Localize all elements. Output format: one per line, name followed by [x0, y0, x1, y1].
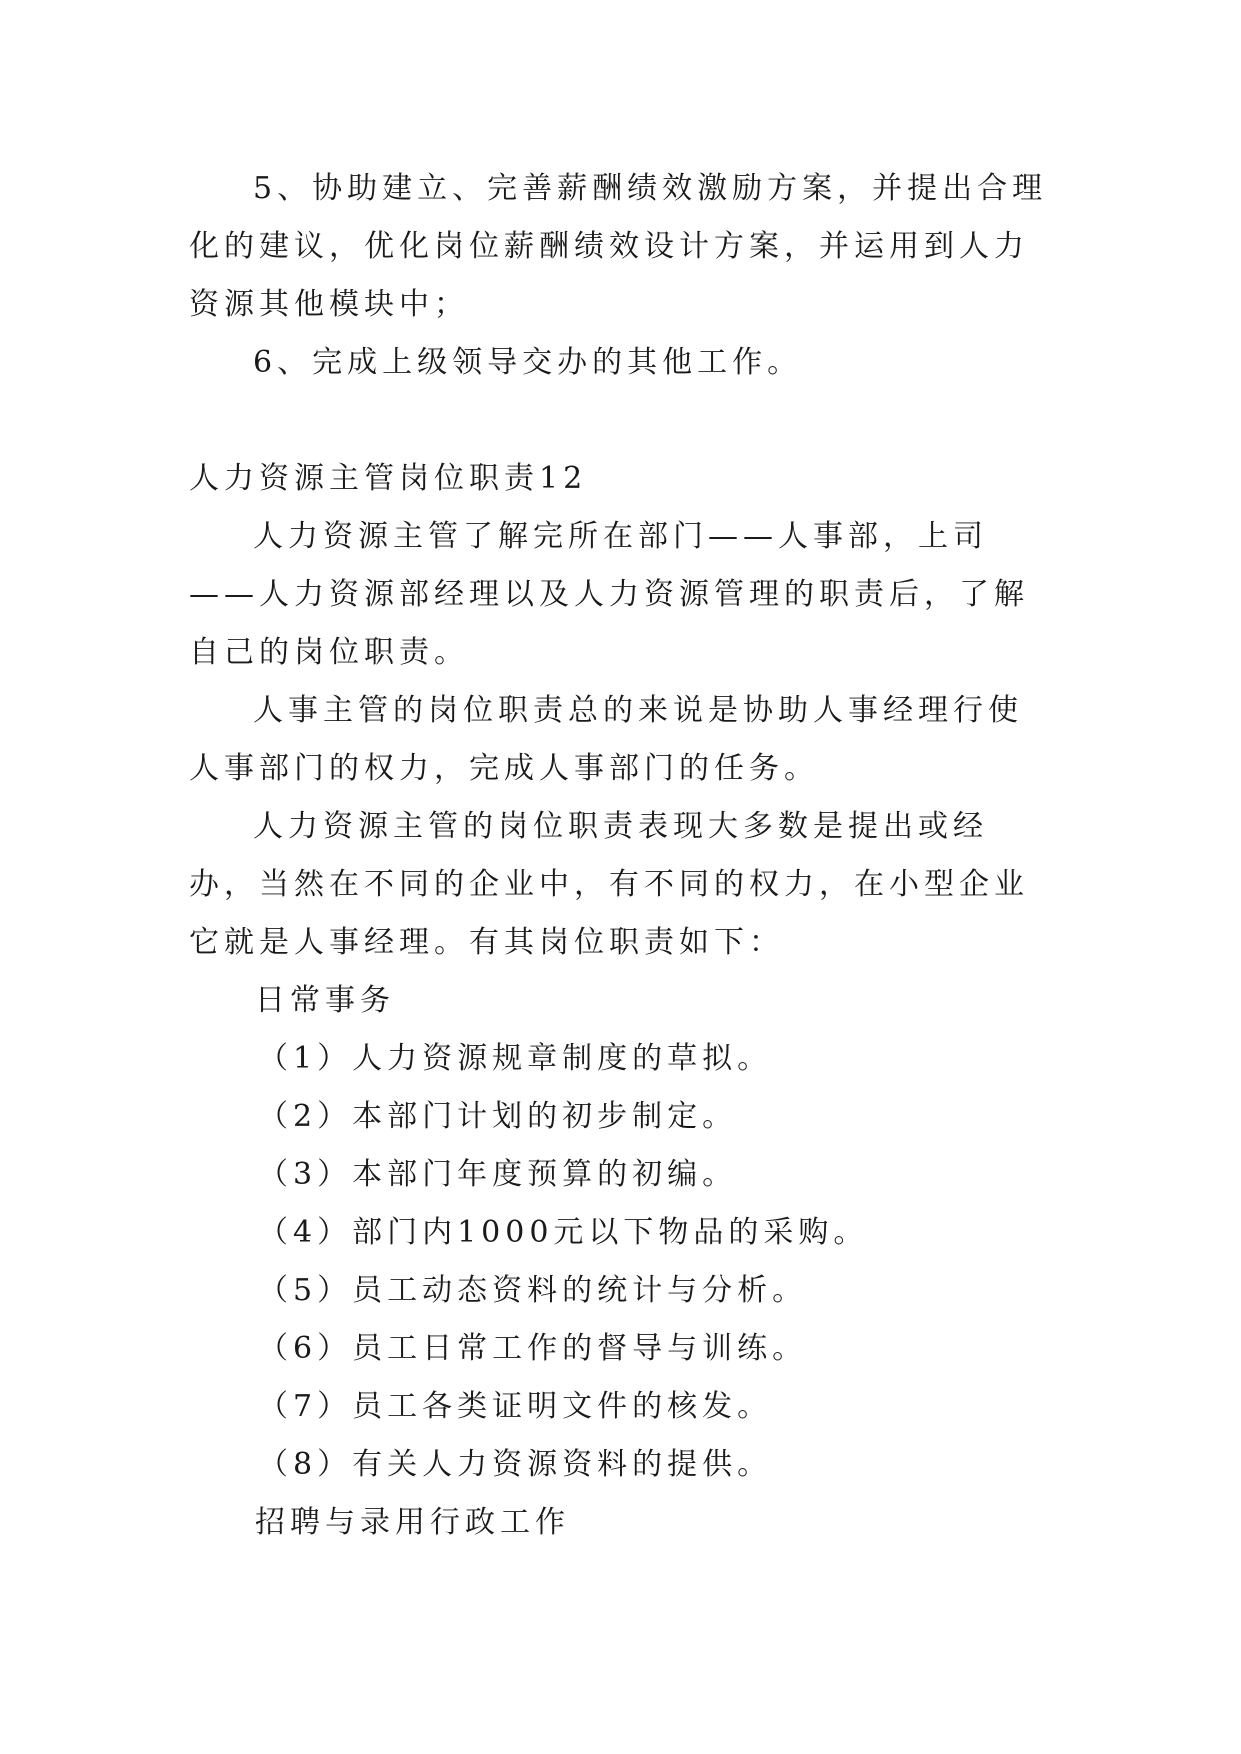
list-item: （3）本部门年度预算的初编。 [258, 1157, 738, 1192]
list-item: （7）员工各类证明文件的核发。 [258, 1389, 773, 1424]
paragraph-duties-summary: 人事主管的岗位职责总的来说是协助人事经理行使人事部门的权力，完成人事部门的任务。 [189, 693, 1023, 786]
list-item: （1）人力资源规章制度的草拟。 [258, 1041, 773, 1076]
list-item: （5）员工动态资料的统计与分析。 [258, 1273, 808, 1308]
list-item: （2）本部门计划的初步制定。 [258, 1099, 738, 1134]
list-item: （6）员工日常工作的督导与训练。 [258, 1331, 808, 1366]
paragraph-item-6: 6、完成上级领导交办的其他工作。 [253, 345, 803, 380]
paragraph-duties-detail: 人力资源主管的岗位职责表现大多数是提出或经办，当然在不同的企业中，有不同的权力，在小型企业它就是人事经理。有其岗位职责如下： [189, 809, 1029, 960]
list-item: （4）部门内1000元以下物品的采购。 [258, 1215, 869, 1250]
paragraph-intro: 人力资源主管了解完所在部门——人事部，上司——人力资源部经理以及人力资源管理的职责后，了解自己的岗位职责。 [189, 519, 1029, 670]
paragraph-item-5: 5、协助建立、完善薪酬绩效激励方案，并提出合理化的建议，优化岗位薪酬绩效设计方案，并运用到人力资源其他模块中； [189, 171, 1048, 322]
section-heading: 人力资源主管岗位职责12 [189, 461, 588, 496]
list-item: （8）有关人力资源资料的提供。 [258, 1447, 773, 1482]
subheading-recruitment: 招聘与录用行政工作 [255, 1505, 570, 1540]
subheading-daily-affairs: 日常事务 [255, 983, 395, 1018]
